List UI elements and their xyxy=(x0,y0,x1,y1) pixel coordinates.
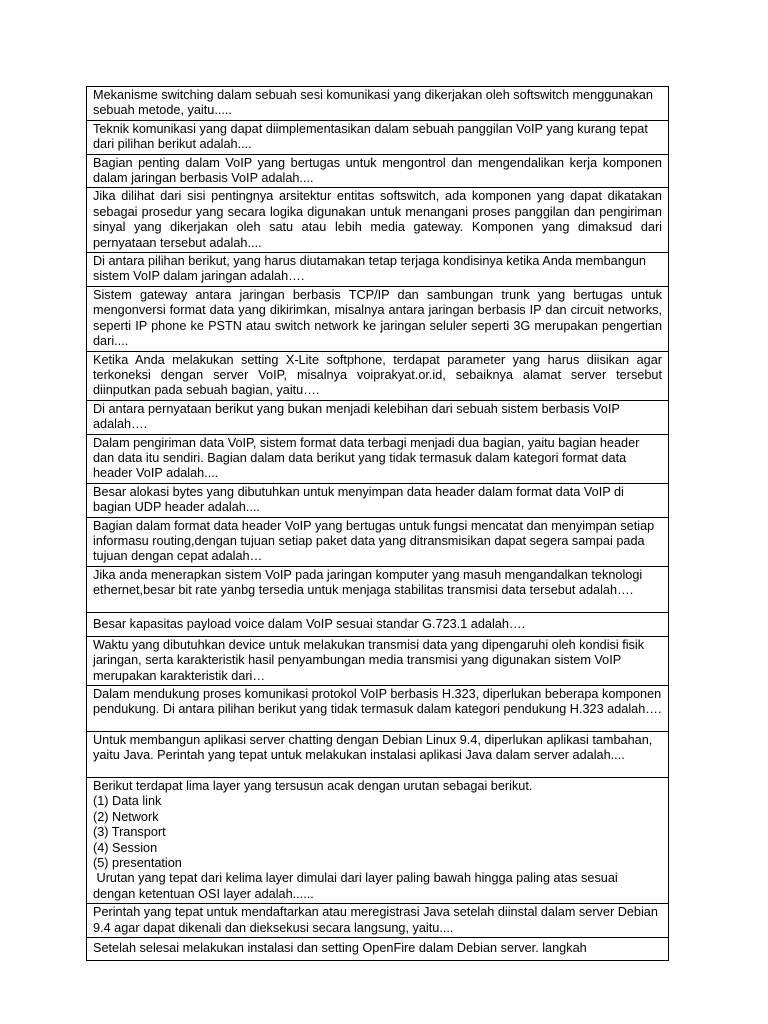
table-row xyxy=(87,434,669,483)
question-cell xyxy=(87,87,669,121)
question-cell xyxy=(87,938,669,961)
table-row xyxy=(87,253,669,287)
question-text: Waktu yang dibutuhkan device untuk melakukan transmisi data yang dipengaruhi oleh kondisi fisik jaringan, serta karakteristik hasil penyambungan media transmisi yang digunakan sistem VoIP merupakan karakteristik dari… xyxy=(93,637,645,683)
table-row xyxy=(87,612,669,636)
question-text: Di antara pilihan berikut, yang harus diutamakan tetap terjaga kondisinya ketika Anda membangun sistem VoIP dalam jaringan adalah…. xyxy=(93,254,646,284)
question-cell xyxy=(87,154,669,188)
layer-list-item: (5) presentation xyxy=(93,856,182,871)
question-cell xyxy=(87,566,669,612)
question-text: Di antara pernyataan berikut yang bukan menjadi kelebihan dari sebuah sistem berbasis VoIP adalah…. xyxy=(93,401,620,432)
question-cell xyxy=(87,400,669,434)
question-cell xyxy=(87,517,669,566)
question-cell xyxy=(87,253,669,287)
table-row xyxy=(87,636,669,685)
table-row xyxy=(87,188,669,253)
question-text: Besar alokasi bytes yang dibutuhkan untuk menyimpan data header dalam format data VoIP di bagian UDP header adalah.... xyxy=(93,484,624,515)
question-text: Dalam mendukung proses komunikasi protokol VoIP berbasis H.323, diperlukan beberapa komponen pendukung. Di antara pilihan berikut yang tidak termasuk dalam kategori pendukung H.323 adalah…. xyxy=(93,687,662,717)
question-cell xyxy=(87,778,669,904)
question-cell xyxy=(87,732,669,778)
question-cell xyxy=(87,188,669,253)
question-text: Mekanisme switching dalam sebuah sesi komunikasi yang dikerjakan oleh softswitch menggunakan sebuah metode, yaitu..... xyxy=(93,88,653,118)
table-row xyxy=(87,566,669,612)
table-row xyxy=(87,483,669,517)
question-intro: Berikut terdapat lima layer yang tersusun acak dengan urutan sebagai berikut. xyxy=(93,779,533,793)
layer-list-item: (2) Network xyxy=(93,809,159,824)
question-text: Setelah selesai melakukan instalasi dan setting OpenFire dalam Debian server. langkah xyxy=(93,941,587,956)
question-table xyxy=(86,86,669,961)
question-text: Teknik komunikasi yang dapat diimplementasikan dalam sebuah panggilan VoIP yang kurang tepat dari pilihan berikut adalah.... xyxy=(93,121,648,152)
question-text: Bagian dalam format data header VoIP yang bertugas untuk fungsi mencatat dan menyimpan setiap informasu routing,dengan tujuan setiap paket data yang ditransmisikan dapat segera sampai pada tujuan dengan cepat adalah… xyxy=(93,518,655,564)
layer-list-item: (1) Data link xyxy=(93,794,162,809)
question-cell xyxy=(87,686,669,732)
table-row xyxy=(87,351,669,400)
table-row xyxy=(87,87,669,121)
question-cell xyxy=(87,483,669,517)
question-cell xyxy=(87,904,669,938)
question-text: Bagian penting dalam VoIP yang bertugas untuk mengontrol dan mengendalikan kerja komponen dalam jaringan berbasis VoIP adalah.... xyxy=(93,155,662,186)
layer-list-item: (4) Session xyxy=(93,840,158,855)
question-text: Untuk membangun aplikasi server chatting dengan Debian Linux 9.4, diperlukan aplikasi tambahan, yaitu Java. Perintah yang tepat untuk melakukan instalasi aplikasi Java dalam server adalah.... xyxy=(93,733,653,763)
question-text: Perintah yang tepat untuk mendaftarkan atau meregistrasi Java setelah diinstal dalam server Debian 9.4 agar dapat dikenali dan dieksekusi secara langsung, yaitu.... xyxy=(93,905,658,935)
table-row xyxy=(87,938,669,961)
question-cell xyxy=(87,120,669,154)
layer-list-item: (3) Transport xyxy=(93,825,166,840)
question-cell xyxy=(87,351,669,400)
table-row xyxy=(87,120,669,154)
question-outro: Urutan yang tepat dari kelima layer dimulai dari layer paling bawah hingga paling atas sesuai dengan ketentuan OSI layer adalah...... xyxy=(93,871,622,901)
question-text: Dalam pengiriman data VoIP, sistem format data terbagi menjadi dua bagian, yaitu bagian header dan data itu sendiri. Bagian dalam data berikut yang tidak termasuk dalam kategori format data header VoIP adalah.... xyxy=(93,435,640,481)
question-cell xyxy=(87,612,669,636)
table-row xyxy=(87,517,669,566)
table-row xyxy=(87,686,669,732)
question-cell xyxy=(87,434,669,483)
question-cell xyxy=(87,636,669,685)
table-row xyxy=(87,154,669,188)
table-row xyxy=(87,732,669,778)
question-text: Jika anda menerapkan sistem VoIP pada jaringan komputer yang masuh mengandalkan teknologi ethernet,besar bit rate yanbg tersedia untuk menjaga stabilitas transmisi data tersebut adalah…. xyxy=(93,567,643,598)
question-text: Sistem gateway antara jaringan berbasis TCP/IP dan sambungan trunk yang bertugas untuk mengonversi format data yang dikirimkan, misalnya antara jaringan berbasis IP dan circuit networks, seperti IP phone ke PSTN atau switch network ke jaringan seluler seperti 3G merupakan pengertian dari.... xyxy=(93,287,662,349)
question-cell xyxy=(87,286,669,351)
table-row xyxy=(87,286,669,351)
table-row xyxy=(87,778,669,904)
question-text: Besar kapasitas payload voice dalam VoIP sesuai standar G.723.1 adalah…. xyxy=(93,616,526,631)
question-text: Jika dilihat dari sisi pentingnya arsitektur entitas softswitch, ada komponen yang dapat dikatakan sebagai prosedur yang secara logika digunakan untuk menangani proses panggilan dan pengiriman sinyal yang dikerjakan oleh satu atau lebih media gateway. Komponen yang dimaksud dari pernyataan tersebut adalah.... xyxy=(93,189,662,250)
table-row xyxy=(87,400,669,434)
table-row xyxy=(87,904,669,938)
question-text: Ketika Anda melakukan setting X-Lite softphone, terdapat parameter yang harus diisikan agar terkoneksi dengan server VoIP, misalnya voiprakyat.or.id, sebaiknya alamat server tersebut diinputkan pada sebuah bagian, yaitu…. xyxy=(93,352,662,398)
